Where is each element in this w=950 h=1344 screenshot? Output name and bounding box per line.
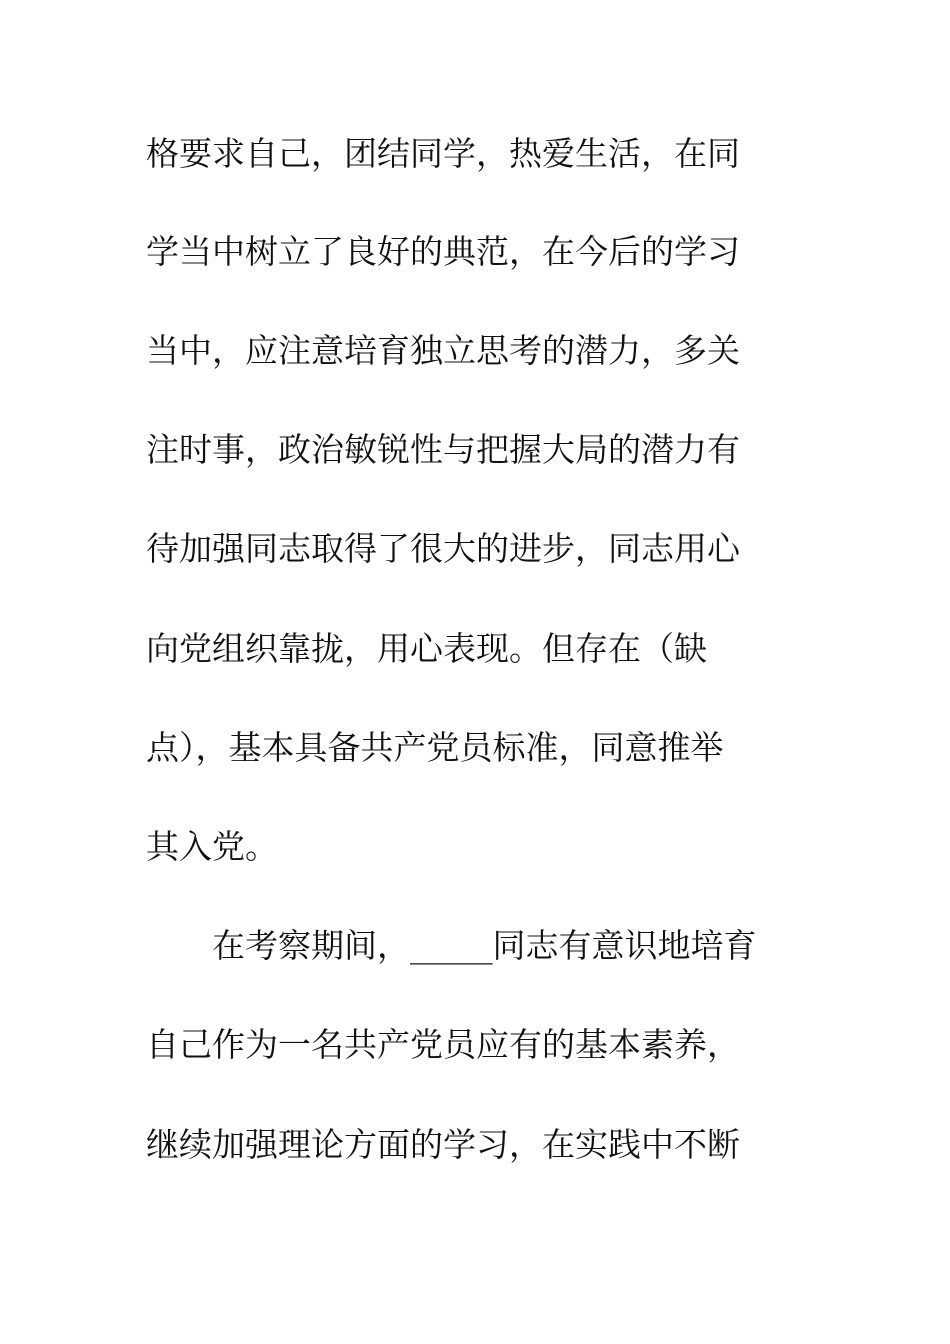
text-line: 待加强同志取得了很大的进步，同志用心 bbox=[146, 529, 740, 568]
paragraph-first-line: 在考察期间，_____同志有意识地培育 bbox=[212, 926, 757, 965]
text-line: 当中，应注意培育独立思考的潜力，多关 bbox=[146, 331, 740, 370]
text-line: 点），基本具备共产党员标准，同意推举 bbox=[146, 728, 724, 767]
text-line: 向党组织靠拢，用心表现。但存在（缺 bbox=[146, 629, 707, 668]
text-line: 自己作为一名共产党员应有的基本素养， bbox=[146, 1025, 740, 1064]
text-line: 其入党。 bbox=[146, 827, 278, 866]
text-line: 格要求自己，团结同学，热爱生活，在同 bbox=[146, 134, 740, 173]
text-line: 学当中树立了良好的典范，在今后的学习 bbox=[146, 232, 740, 271]
text-line: 注时事，政治敏锐性与把握大局的潜力有 bbox=[146, 430, 740, 469]
text-line: 继续加强理论方面的学习，在实践中不断 bbox=[146, 1125, 740, 1164]
